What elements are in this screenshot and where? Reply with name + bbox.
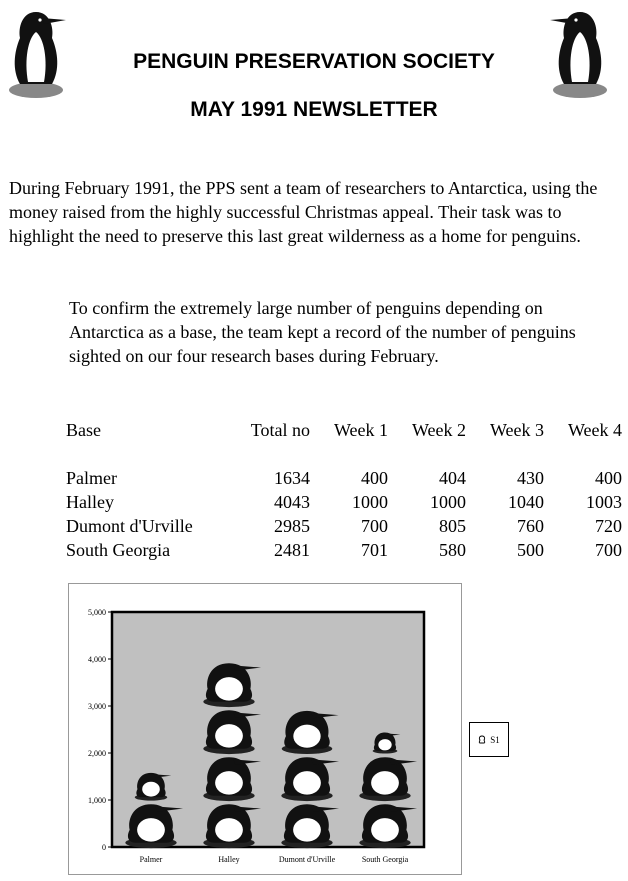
intro-paragraph: During February 1991, the PPS sent a team of researchers to Antarctica, using the money raised from the highly successful Christmas appeal. Their task was to highlight the need to preserve this last great wilderness as a home for penguins.: [9, 178, 598, 246]
table-cell: 2481: [274, 539, 310, 560]
organization-title: PENGUIN PRESERVATION SOCIETY: [133, 50, 495, 73]
table-row: [66, 538, 622, 562]
table-cell: 580: [439, 539, 466, 560]
penguin-count-table: [66, 418, 622, 562]
y-tick-label: 1,000: [88, 796, 106, 805]
header-total: Total no: [250, 419, 310, 440]
y-tick-label: 4,000: [88, 655, 106, 664]
header-week-4: Week 4: [567, 419, 622, 440]
x-tick-label: South Georgia: [361, 855, 409, 864]
x-tick-label: Halley: [218, 855, 240, 864]
table-cell: 4043: [274, 491, 310, 512]
y-tick-label: 2,000: [88, 749, 106, 758]
header-base: Base: [66, 419, 101, 440]
newsletter-title: MAY 1991 NEWSLETTER: [190, 98, 438, 121]
y-tick-label: 3,000: [88, 702, 106, 711]
table-cell: 720: [595, 515, 622, 536]
table-cell: Palmer: [66, 467, 117, 488]
y-tick-label: 0: [102, 843, 106, 852]
table-cell: 1040: [508, 491, 544, 512]
table-cell: 430: [517, 467, 544, 488]
header-week-2: Week 2: [411, 419, 466, 440]
table-cell: South Georgia: [66, 539, 171, 560]
table-cell: 1634: [274, 467, 310, 488]
penguin-pictogram-chart: [68, 583, 462, 875]
table-cell: 1000: [352, 491, 388, 512]
table-cell: 805: [439, 515, 466, 536]
legend-label: S1: [490, 734, 500, 745]
lead-paragraph: To confirm the extremely large number of penguins depending on Antarctica as a base, the team kept a record of the number of penguins sighted on our four research bases during February.: [69, 298, 576, 366]
table-cell: 760: [517, 515, 544, 536]
x-tick-label: Dumont d'Urville: [278, 855, 336, 864]
table-cell: 400: [361, 467, 388, 488]
penguin-icon: [478, 735, 486, 744]
table-cell: Halley: [66, 491, 114, 512]
y-tick-label: 5,000: [88, 608, 106, 617]
table-row: [66, 490, 622, 514]
table-row: [66, 514, 622, 538]
table-row: [66, 466, 622, 490]
x-tick-label: Palmer: [139, 855, 163, 864]
header-week-3: Week 3: [489, 419, 544, 440]
table-cell: 500: [517, 539, 544, 560]
table-cell: 1003: [586, 491, 622, 512]
table-cell: 2985: [274, 515, 310, 536]
table-cell: 700: [361, 515, 388, 536]
table-header-row: [66, 418, 622, 466]
table-cell: 701: [361, 539, 388, 560]
table-cell: Dumont d'Urville: [66, 515, 193, 536]
table-cell: 404: [439, 467, 466, 488]
table-cell: 700: [595, 539, 622, 560]
header-week-1: Week 1: [333, 419, 388, 440]
chart-svg: [68, 583, 462, 875]
table-cell: 400: [595, 467, 622, 488]
chart-legend: [469, 722, 509, 757]
table-cell: 1000: [430, 491, 466, 512]
